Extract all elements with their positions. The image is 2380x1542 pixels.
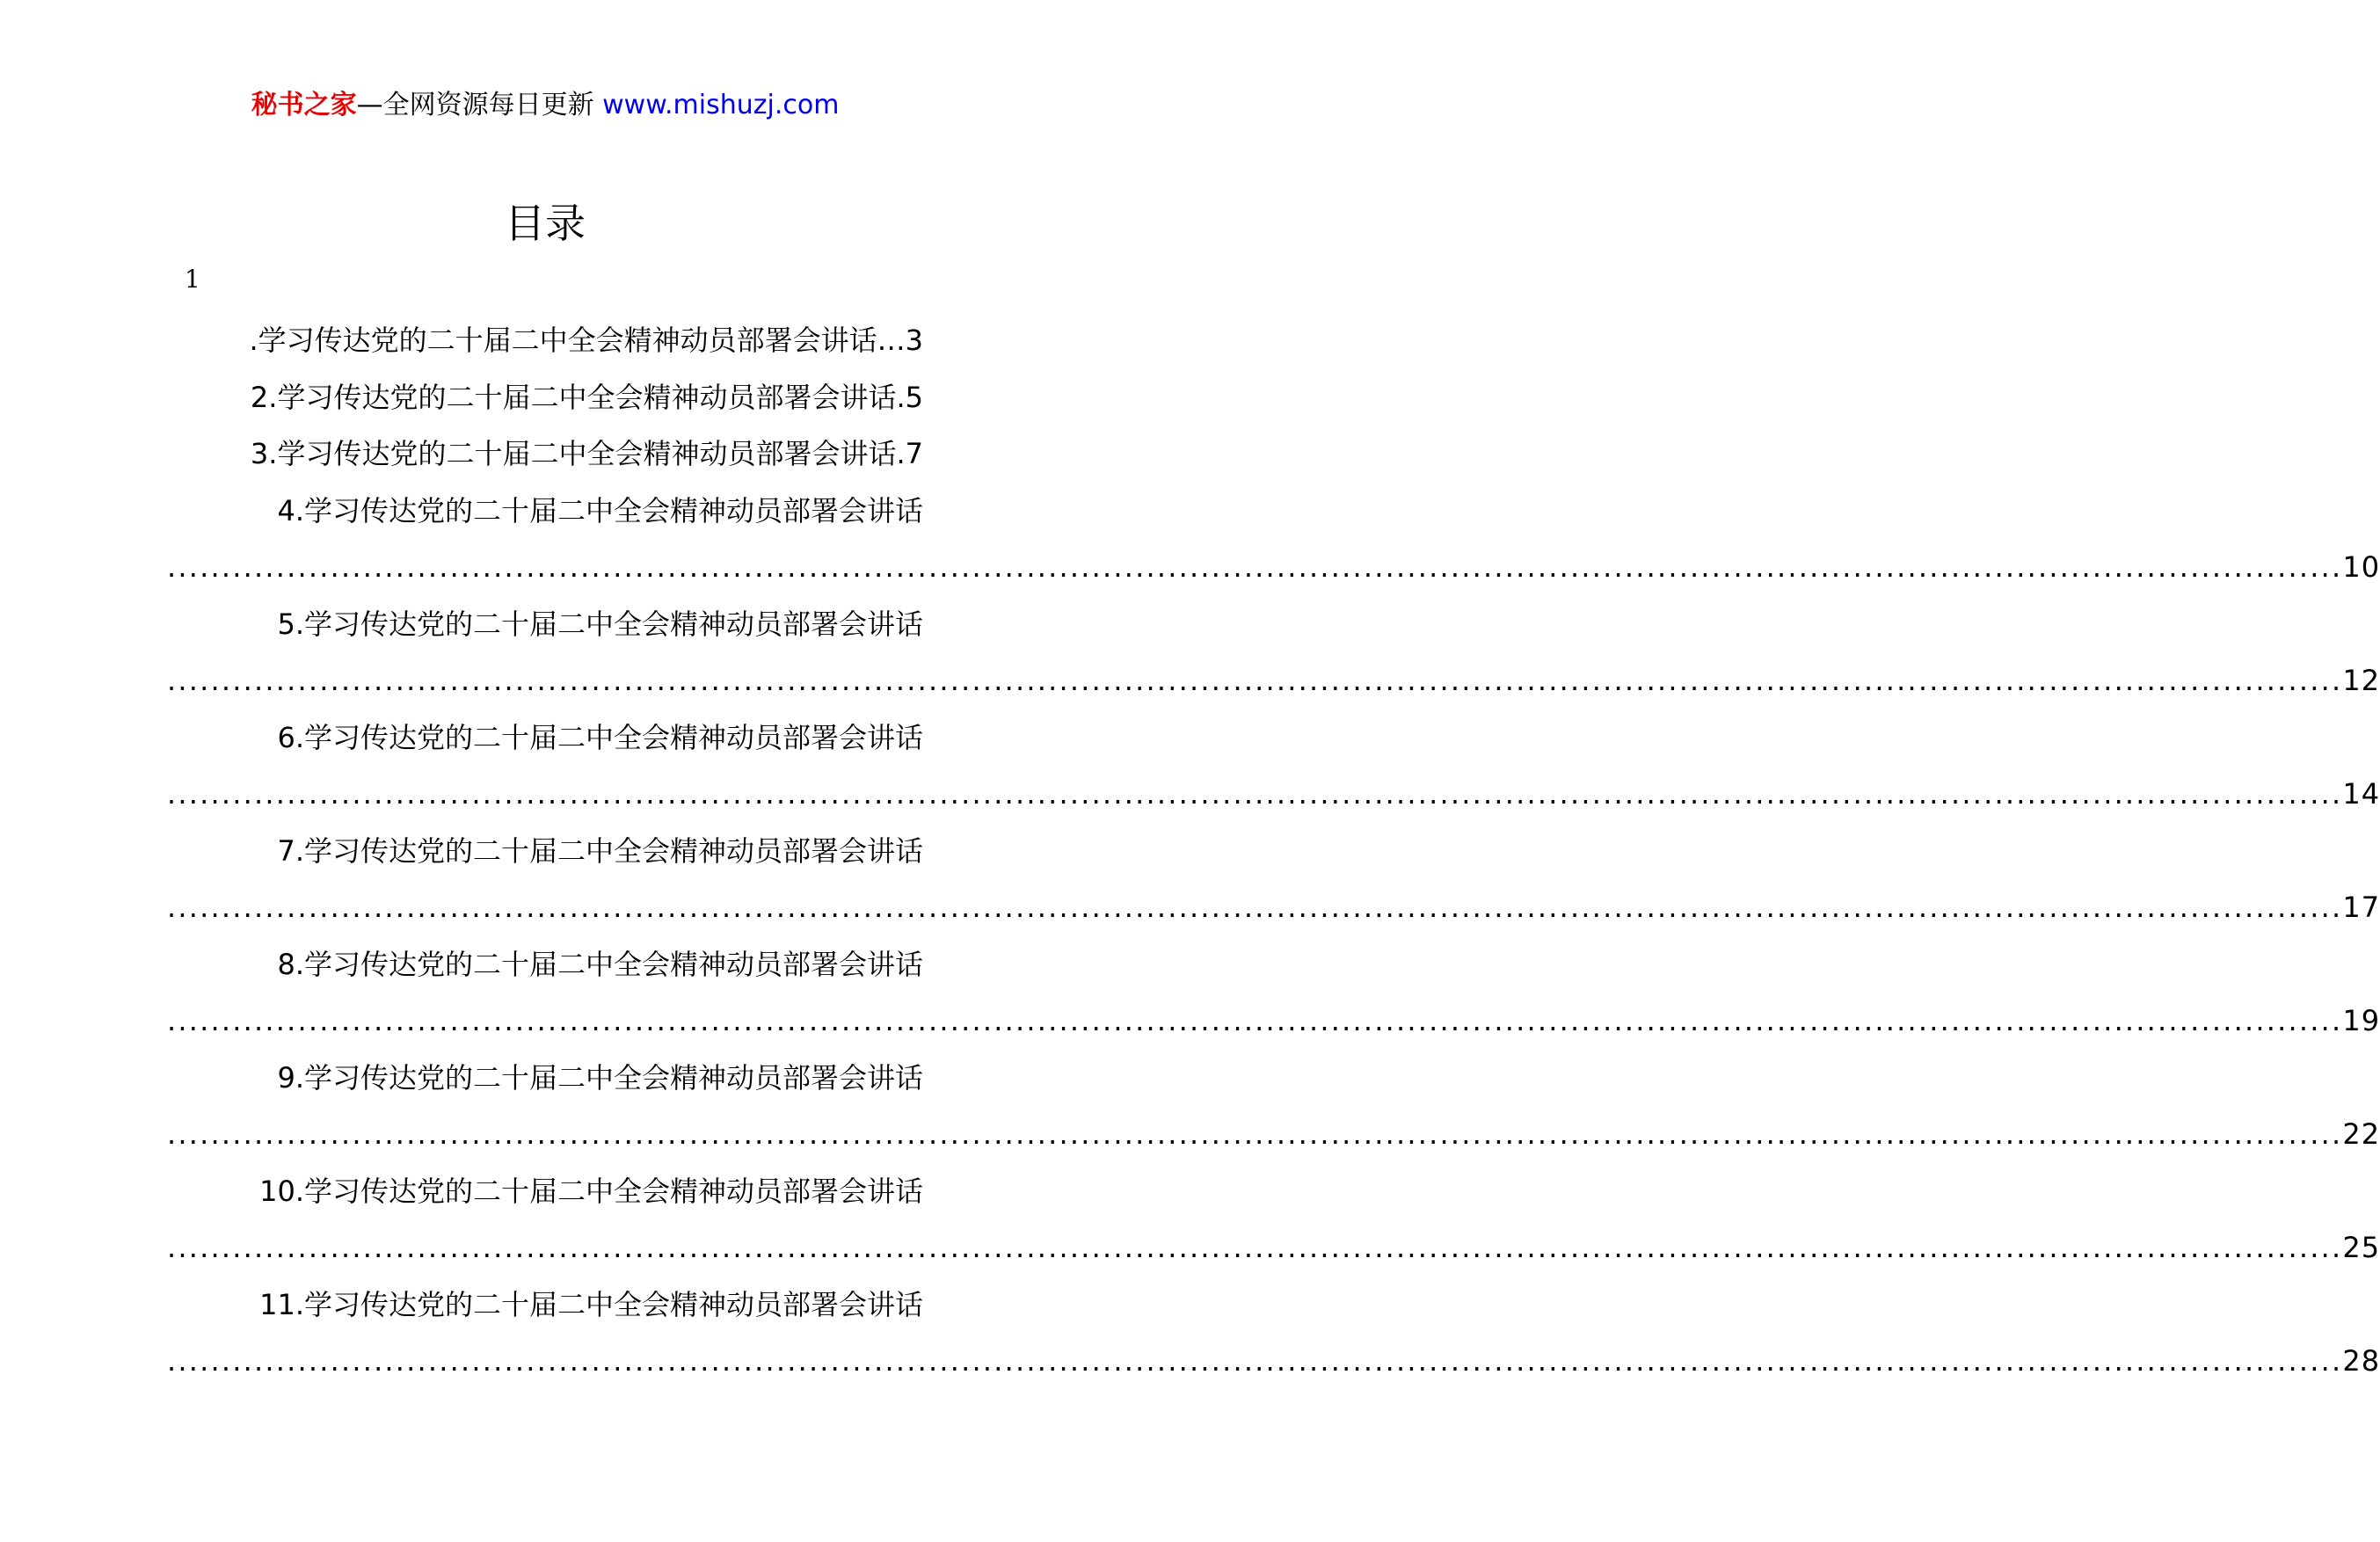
site-url-link[interactable]: www.mishuzj.com — [602, 90, 840, 120]
dot-leader: ........................................................................................................................................................................................................ — [167, 1231, 2343, 1264]
toc-entry-3[interactable]: 3.学习传达党的二十届二中全会精神动员部署会讲话.7 — [250, 437, 923, 470]
page-title: 目录 — [505, 200, 586, 247]
toc-page-number: 10 — [2342, 550, 2380, 584]
toc-entry-leader[interactable] — [167, 1333, 2380, 1390]
toc-page-number: 17 — [2342, 891, 2380, 924]
toc-page-number: 19 — [2342, 1004, 2380, 1037]
header-tagline: —全网资源每日更新 — [356, 90, 594, 120]
toc-entry-leader[interactable] — [167, 1106, 2380, 1163]
toc-entry-title[interactable]: 9.学习传达党的二十届二中全会精神动员部署会讲话 — [277, 1060, 923, 1095]
toc-entry-title[interactable]: 6.学习传达党的二十届二中全会精神动员部署会讲话 — [277, 720, 923, 754]
toc-page-number: 22 — [2342, 1117, 2380, 1151]
dot-leader: ........................................................................................................................................................................................................ — [167, 664, 2343, 697]
brand-name: 秘书之家 — [251, 90, 357, 120]
dot-leader: ........................................................................................................................................................................................................ — [167, 891, 2343, 924]
toc-entry-leader[interactable] — [167, 993, 2380, 1050]
dot-leader: ........................................................................................................................................................................................................ — [167, 550, 2343, 584]
toc-entry-leader[interactable] — [167, 539, 2380, 596]
toc-entry-title[interactable]: 8.学习传达党的二十届二中全会精神动员部署会讲话 — [277, 947, 923, 981]
dot-leader: ........................................................................................................................................................................................................ — [167, 1117, 2343, 1151]
dot-leader: ........................................................................................................................................................................................................ — [167, 777, 2343, 811]
dot-leader: ........................................................................................................................................................................................................ — [167, 1344, 2343, 1378]
toc-entry-title[interactable]: 7.学习传达党的二十届二中全会精神动员部署会讲话 — [277, 833, 923, 868]
toc-entry-title[interactable]: 5.学习传达党的二十届二中全会精神动员部署会讲话 — [277, 607, 923, 641]
toc-entry-2[interactable]: 2.学习传达党的二十届二中全会精神动员部署会讲话.5 — [250, 380, 923, 414]
toc-entry-title[interactable]: 4.学习传达党的二十届二中全会精神动员部署会讲话 — [277, 493, 923, 527]
site-header — [0, 88, 1090, 123]
toc-entry-1[interactable]: .学习传达党的二十届二中全会精神动员部署会讲话…3 — [249, 324, 923, 357]
toc-entry-leader[interactable] — [167, 652, 2380, 709]
toc-entry-title[interactable]: 11.学习传达党的二十届二中全会精神动员部署会讲话 — [259, 1287, 923, 1321]
toc-entry-title[interactable]: 10.学习传达党的二十届二中全会精神动员部署会讲话 — [259, 1174, 923, 1208]
toc-entry-leader[interactable] — [167, 766, 2380, 823]
toc-entry-leader[interactable] — [167, 1219, 2380, 1277]
toc-page-number: 14 — [2342, 777, 2380, 811]
toc-page-number: 25 — [2342, 1231, 2380, 1264]
toc-marker: 1 — [185, 265, 200, 294]
toc-page-number: 12 — [2342, 664, 2380, 697]
dot-leader: ........................................................................................................................................................................................................ — [167, 1004, 2343, 1037]
toc-page-number: 28 — [2342, 1344, 2380, 1378]
table-of-contents — [167, 312, 2380, 1390]
toc-entry-leader[interactable] — [167, 879, 2380, 936]
